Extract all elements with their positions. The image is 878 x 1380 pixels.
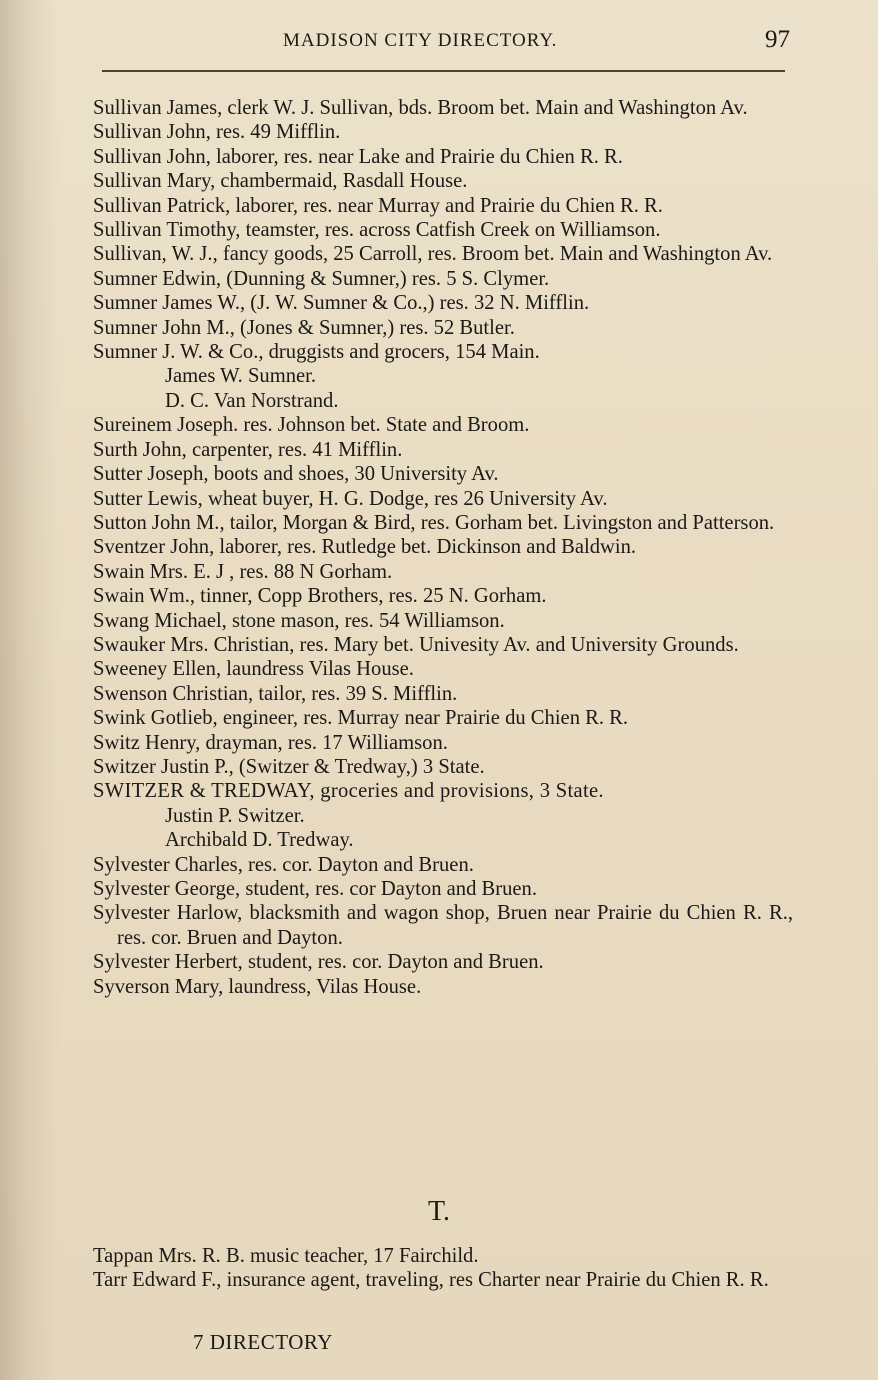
- directory-entry: Sylvester Charles, res. cor. Dayton and Bruen.: [93, 853, 474, 876]
- directory-entry: Sventzer John, laborer, res. Rutledge bet. Dickinson and Baldwin.: [93, 536, 637, 559]
- directory-sub-entry: James W. Sumner.: [165, 365, 317, 388]
- directory-entry: Sumner James W., (J. W. Sumner & Co.,) res. 32 N. Mifflin.: [93, 292, 590, 315]
- directory-entry: Sullivan John, res. 49 Mifflin.: [93, 121, 341, 144]
- directory-entry: Sutter Lewis, wheat buyer, H. G. Dodge, res 26 University Av.: [93, 487, 608, 510]
- directory-entry: Sylvester George, student, res. cor Dayton and Bruen.: [93, 878, 537, 900]
- directory-entry: Sutter Joseph, boots and shoes, 30 University Av.: [93, 463, 499, 486]
- directory-entry: Sweeney Ellen, laundress Vilas House.: [93, 658, 414, 681]
- directory-entry: Swain Mrs. E. J , res. 88 N Gorham.: [93, 560, 393, 583]
- header-rule: [102, 70, 785, 72]
- directory-entry: Syverson Mary, laundress, Vilas House.: [93, 975, 422, 998]
- directory-entry: Switz Henry, drayman, res. 17 Williamson.: [93, 731, 448, 754]
- directory-entry: Sumner J. W. & Co., druggists and grocers, 154 Main.: [93, 341, 540, 364]
- directory-entry: Sylvester Harlow, blacksmith and wagon shop, Bruen near Prairie du Chien R. R., res. cor. Bruen and Dayton.: [93, 902, 793, 949]
- directory-entry: Sullivan Timothy, teamster, res. across Catfish Creek on Williamson.: [93, 219, 661, 242]
- directory-sub-entry: D. C. Van Norstrand.: [165, 389, 339, 412]
- directory-entry: SWITZER & TREDWAY, groceries and provisions, 3 State.: [93, 780, 604, 803]
- directory-entry: Swang Michael, stone mason, res. 54 Williamson.: [93, 609, 505, 632]
- directory-entry: Switzer Justin P., (Switzer & Tredway,) 3 State.: [93, 755, 485, 778]
- directory-entry: Sutton John M., tailor, Morgan & Bird, res. Gorham bet. Livingston and Patterson.: [93, 511, 775, 534]
- directory-entry: Swink Gotlieb, engineer, res. Murray near Prairie du Chien R. R.: [93, 707, 629, 730]
- directory-entry: Swain Wm., tinner, Copp Brothers, res. 25 N. Gorham.: [93, 585, 547, 608]
- directory-entry: Tarr Edward F., insurance agent, traveling, res Charter near Prairie du Chien R. R.: [93, 1269, 769, 1292]
- directory-entry: Sumner John M., (Jones & Sumner,) res. 52 Butler.: [93, 316, 515, 339]
- directory-entry: Swauker Mrs. Christian, res. Mary bet. Univesity Av. and University Grounds.: [93, 633, 739, 656]
- page-header: [0, 26, 878, 60]
- directory-entries-s: [93, 96, 793, 999]
- directory-entry: Sullivan Mary, chambermaid, Rasdall House.: [93, 170, 468, 193]
- running-title: MADISON CITY DIRECTORY.: [283, 30, 558, 51]
- section-heading: T.: [427, 1196, 451, 1227]
- directory-entry: Surth John, carpenter, res. 41 Mifflin.: [93, 438, 403, 461]
- directory-entry: Sullivan James, clerk W. J. Sullivan, bds. Broom bet. Main and Washington Av.: [93, 97, 748, 119]
- directory-entry: Sureinem Joseph. res. Johnson bet. State and Broom.: [93, 414, 530, 437]
- directory-sub-entry: Justin P. Switzer.: [165, 804, 305, 827]
- directory-entry: Sumner Edwin, (Dunning & Sumner,) res. 5 S. Clymer.: [93, 267, 550, 290]
- directory-entry: Sylvester Herbert, student, res. cor. Dayton and Bruen.: [93, 951, 544, 974]
- directory-entries-t: [93, 1244, 783, 1293]
- directory-entry: Tappan Mrs. R. B. music teacher, 17 Fairchild.: [93, 1245, 479, 1267]
- directory-entry: Sullivan, W. J., fancy goods, 25 Carroll, res. Broom bet. Main and Washington Av.: [93, 243, 773, 266]
- directory-entry: Sullivan John, laborer, res. near Lake and Prairie du Chien R. R.: [93, 145, 623, 168]
- page-number: 97: [765, 26, 790, 53]
- printer-signature: 7 DIRECTORY: [193, 1330, 333, 1354]
- directory-entry: Sullivan Patrick, laborer, res. near Murray and Prairie du Chien R. R.: [93, 194, 663, 217]
- directory-entry: Swenson Christian, tailor, res. 39 S. Mifflin.: [93, 682, 458, 705]
- directory-sub-entry: Archibald D. Tredway.: [165, 829, 354, 852]
